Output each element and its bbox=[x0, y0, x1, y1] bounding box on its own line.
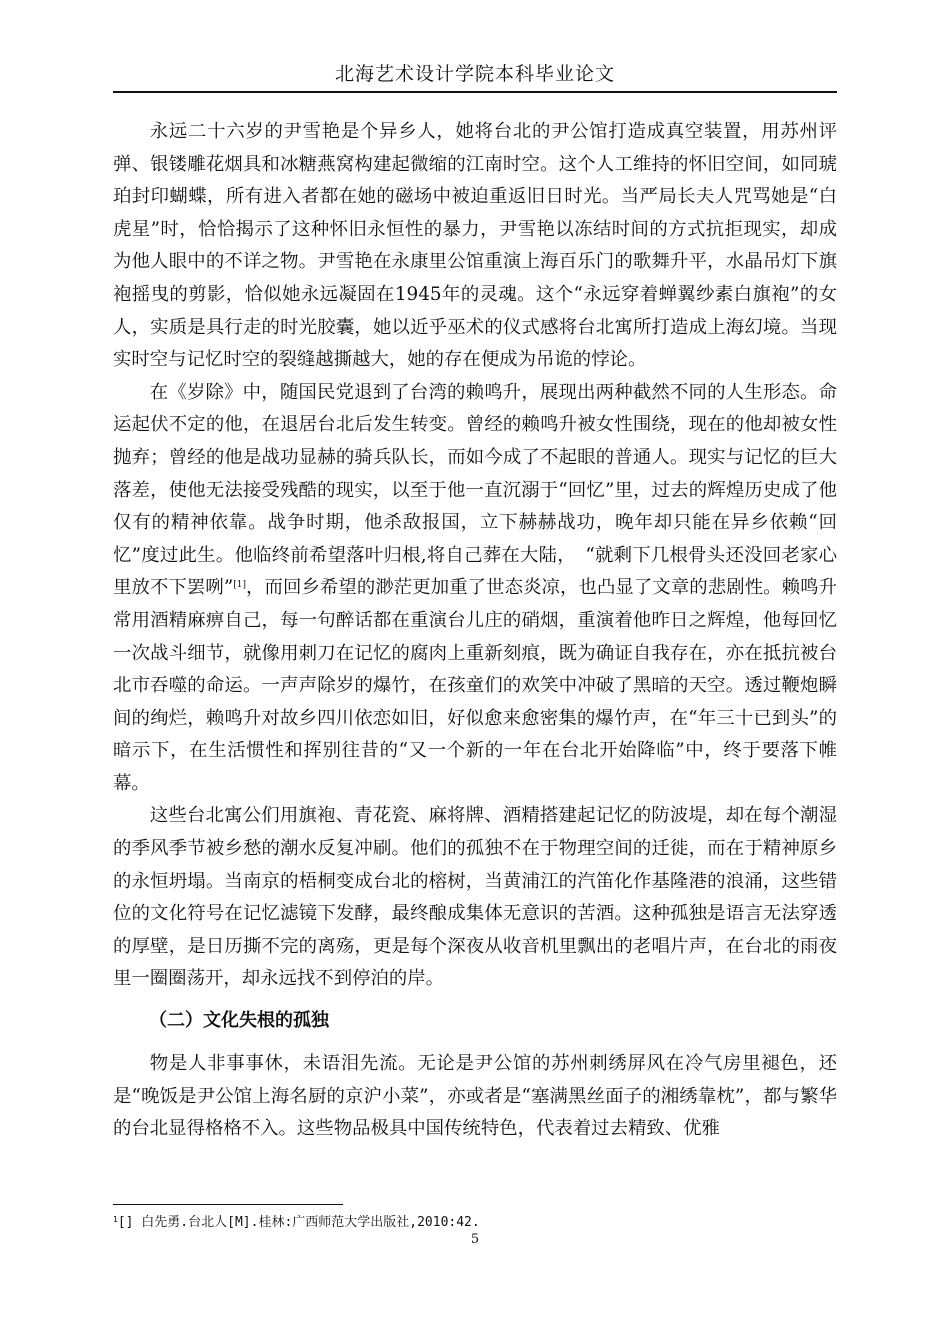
footnote-text: [] 白先勇.台北人[M].桂林:广西师范大学出版社,2010:42. bbox=[117, 1215, 480, 1230]
paragraph-2-text-a: 在《岁除》中，随国民党退到了台湾的赖鸣升，展现出两种截然不同的人生形态。命运起伏不定的他，在退居台北后发生转变。曾经的赖鸣升被女性围绕，现在的他却被女性抛弃；曾经的他是战功显赫的骑兵队长，而如今成了不起眼的普通人。现实与记忆的巨大落差，使他无法接受残酷的现实，以至于他一直沉溺于“回忆”里，过去的辉煌历史成了他仅有的精神依靠。战争时期，他杀敌报国，立下赫赫战功，晚年却只能在异乡依赖“回忆”度过此生。他临终前希望落叶归根,将自己葬在大陆， “就剩下几根骨头还没回老家心里放不下罢咧” bbox=[113, 381, 837, 599]
paragraph-4: 物是人非事事休，未语泪先流。无论是尹公馆的苏州刺绣屏风在冷气房里褪色，还是“晚饭是尹公馆上海名厨的京沪小菜”，亦或者是“塞满黑丝面子的湘绣靠枕”，都与繁华的台北显得格格不入。这些物品极具中国传统特色，代表着过去精致、优雅 bbox=[113, 1053, 837, 1140]
footnote-rule bbox=[113, 1204, 343, 1205]
section-heading: （二）文化失根的孤独 bbox=[149, 1010, 329, 1032]
footnote bbox=[113, 1211, 837, 1232]
citation-reference[interactable]: [1] bbox=[233, 580, 246, 591]
header-rule bbox=[113, 91, 837, 93]
paragraph-2 bbox=[113, 377, 837, 801]
paragraph-2-text-b: ，而回乡希望的渺茫更加重了世态炎凉，也凸显了文章的悲剧性。赖鸣升常用酒精麻痹自己，每一句醉话都在重演台儿庄的硝烟，重演着他昨日之辉煌，他每回忆一次战斗细节，就像用刺刀在记忆的腐肉上重新刻痕，既为确证自我存在，亦在抵抗被台北市吞噬的命运。一声声除岁的爆竹，在孩童们的欢笑中冲破了黑暗的天空。透过鞭炮瞬间的绚烂，赖鸣升对故乡四川依恋如旧，好似愈来愈密集的爆竹声，在“年三十已到头”的暗示下，在生活惯性和挥别往昔的“又一个新的一年在台北开始降临”中，终于要落下帷幕。 bbox=[113, 577, 837, 794]
page-header-title: 北海艺术设计学院本科毕业论文 bbox=[334, 63, 615, 85]
paragraph-3: 这些台北寓公们用旗袍、青花瓷、麻将牌、酒精搭建起记忆的防波堤，却在每个潮湿的季风季节被乡愁的潮水反复冲刷。他们的孤独不在于物理空间的迁徙，而在于精神原乡的永恒坍塌。当南京的梧桐变成台北的榕树，当黄浦江的汽笛化作基隆港的浪涌，这些错位的文化符号在记忆滤镜下发酵，最终酿成集体无意识的苦酒。这种孤独是语言无法穿透的厚壁，是日历撕不完的离殇，更是每个深夜从收音机里飘出的老唱片声，在台北的雨夜里一圈圈荡开，却永远找不到停泊的岸。 bbox=[113, 805, 837, 990]
body-text bbox=[113, 116, 837, 1146]
page-number: 5 bbox=[470, 1232, 480, 1247]
footnote-marker: 1 bbox=[113, 1215, 118, 1224]
paragraph-1: 永远二十六岁的尹雪艳是个异乡人，她将台北的尹公馆打造成真空装置，用苏州评弹、银镂雕花烟具和冰糖燕窝构建起微缩的江南时空。这个人工维持的怀旧空间，如同琥珀封印蝴蝶，所有进入者都在她的磁场中被迫重返旧日时光。当严局长夫人咒骂她是“白虎星”时，恰恰揭示了这种怀旧永恒性的暴力，尹雪艳以冻结时间的方式抗拒现实，却成为他人眼中的不详之物。尹雪艳在永康里公馆重演上海百乐门的歌舞升平，水晶吊灯下旗袍摇曳的剪影，恰似她永远凝固在1945年的灵魂。这个“永远穿着蝉翼纱素白旗袍”的女人，实质是具行走的时光胶囊，她以近乎巫术的仪式感将台北寓所打造成上海幻境。当现实时空与记忆时空的裂缝越撕越大，她的存在便成为吊诡的悖论。 bbox=[113, 121, 837, 371]
